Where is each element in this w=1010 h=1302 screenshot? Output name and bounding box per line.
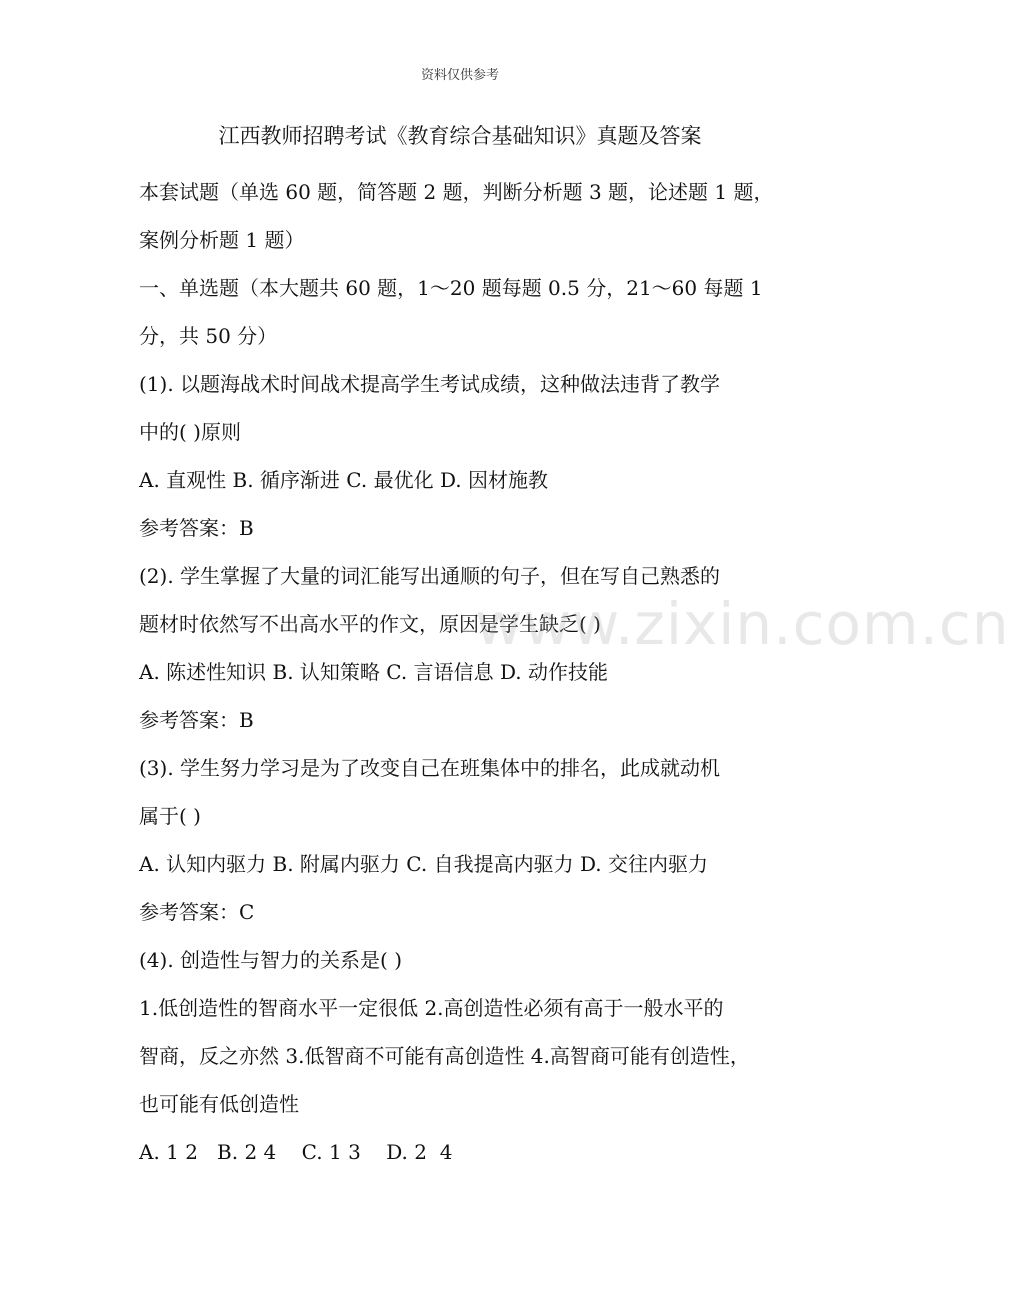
question-answer: 参考答案：B — [139, 516, 254, 540]
question-3 — [139, 744, 799, 936]
section-heading: 一、单选题（本大题共 60 题，1～20 题每题 0.5 分，21～60 每题 1 — [139, 276, 763, 300]
question-stem: (1). 以题海战术时间战术提高学生考试成绩，这种做法违背了教学 — [139, 372, 721, 396]
question-4 — [139, 936, 799, 1176]
question-stem: 中的( )原则 — [139, 420, 241, 444]
page-header-note: 资料仅供参考 — [420, 68, 499, 83]
document-title: 江西教师招聘考试《教育综合基础知识》真题及答案 — [218, 124, 702, 148]
question-stem: 1.低创造性的智商水平一定很低 2.高创造性必须有高于一般水平的 — [139, 996, 724, 1020]
question-answer: 参考答案：C — [139, 900, 255, 924]
question-answer: 参考答案：B — [139, 708, 254, 732]
question-stem: 题材时依然写不出高水平的作文，原因是学生缺乏( ) — [139, 612, 601, 636]
question-options: A. 陈述性知识 B. 认知策略 C. 言语信息 D. 动作技能 — [139, 660, 608, 684]
question-stem: (3). 学生努力学习是为了改变自己在班集体中的排名，此成就动机 — [139, 756, 721, 780]
question-stem: (2). 学生掌握了大量的词汇能写出通顺的句子，但在写自己熟悉的 — [139, 564, 721, 588]
section-heading: 分，共 50 分） — [139, 324, 278, 348]
intro-line: 案例分析题 1 题） — [139, 228, 305, 252]
question-stem: (4). 创造性与智力的关系是( ) — [139, 948, 403, 972]
question-2 — [139, 552, 799, 744]
question-options: A. 直观性 B. 循序渐进 C. 最优化 D. 因材施教 — [139, 468, 548, 492]
watermark: www.zixin.com.cn — [475, 590, 1010, 658]
question-stem: 也可能有低创造性 — [139, 1092, 299, 1116]
document-body — [139, 168, 799, 1176]
question-stem: 智商，反之亦然 3.低智商不可能有高创造性 4.高智商可能有创造性， — [139, 1044, 750, 1068]
question-1 — [139, 360, 799, 552]
question-options: A. 认知内驱力 B. 附属内驱力 C. 自我提高内驱力 D. 交往内驱力 — [139, 852, 708, 876]
question-options: A. 1 2 B. 2 4 C. 1 3 D. 2 4 — [139, 1140, 453, 1164]
question-stem: 属于( ) — [139, 804, 201, 828]
intro-line: 本套试题（单选 60 题，简答题 2 题，判断分析题 3 题，论述题 1 题， — [139, 180, 774, 204]
